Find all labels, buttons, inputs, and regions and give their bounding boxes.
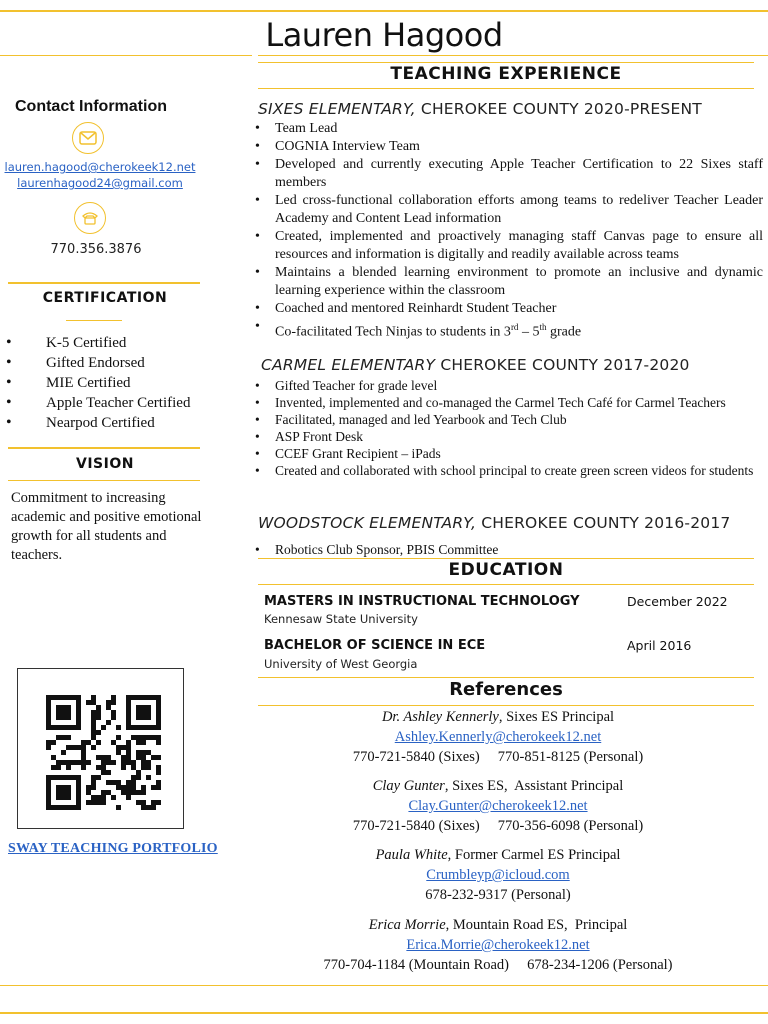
list-item: • Created, implemented and proactively managing staff Canvas page to ensure all resources and information is digitally and readily available across teams [255,228,763,264]
job-heading [258,514,730,532]
list-item: • Maintains a blended learning environment to promote an inclusive and dynamic learning experience within the classroom [255,264,763,300]
reference-phones: 770-721-5840 (Sixes) 770-851-8125 (Personal) [352,749,644,765]
references-bottom-line [258,705,754,706]
reference-role: , Sixes ES Principal [498,709,615,725]
sway-portfolio-link[interactable]: SWAY TEACHING PORTFOLIO [8,841,218,856]
job-bullets [255,541,763,558]
list-item: • Team Lead [255,120,763,138]
reference-name: Erica Morrie [368,917,446,933]
list-item: • Created and collaborated with school principal to create green screen videos for students [255,462,763,479]
job-school: SIXES ELEMENTARY, [258,100,416,118]
reference-phones: 678-232-9317 (Personal) [425,887,571,903]
resume-name: Lauren Hagood [265,16,503,54]
experience-bottom-line [258,88,754,89]
job-school: WOODSTOCK ELEMENTARY, [258,514,477,532]
list-item: • Gifted Endorsed [6,353,190,373]
reference-email-link[interactable]: Clay.Gunter@cherokeek12.net [408,798,588,814]
education-top-line [258,558,754,559]
envelope-icon [72,122,104,154]
job-details: CHEROKEE COUNTY 2016-2017 [476,514,731,532]
references-title: References [449,679,563,700]
degree-school: Kennesaw State University [264,612,418,626]
bottom-line-upper [0,985,768,986]
reference-name: Paula White [375,847,448,863]
list-item: • Led cross-functional collaboration efforts among teams to redeliver Teacher Leader Academy and Content Lead information [255,192,763,228]
reference-email-link[interactable]: Crumbleyp@icloud.com [426,867,570,883]
list-item: • Developed and currently executing Apple Teacher Certification to 22 Sixes staff members [255,156,763,192]
reference-role: , Former Carmel ES Principal [447,847,621,863]
degree-title: MASTERS IN INSTRUCTIONAL TECHNOLOGY [264,594,580,609]
references-top-line [258,677,754,678]
job-bullets [255,377,763,479]
reference-entry [258,707,738,767]
telephone-icon [74,202,106,234]
experience-top-line [258,62,754,63]
reference-entry [258,845,738,905]
reference-name: Dr. Ashley Kennerly [381,709,499,725]
personal-email-link[interactable]: laurenhagood24@gmail.com [17,176,183,190]
reference-role: , Mountain Road ES, Principal [445,917,628,933]
reference-email-link[interactable]: Ashley.Kennerly@cherokeek12.net [394,729,602,745]
job-bullets [255,120,763,342]
work-email-link[interactable]: lauren.hagood@cherokeek12.net [4,160,196,174]
job-heading [261,356,690,374]
reference-email-link[interactable]: Erica.Morrie@cherokeek12.net [406,937,590,953]
top-border-line [0,10,768,12]
experience-title: TEACHING EXPERIENCE [390,64,622,84]
list-item: • ASP Front Desk [255,428,763,445]
reference-phones: 770-704-1184 (Mountain Road) 678-234-1206 (Personal) [323,957,673,973]
certification-list [6,333,190,433]
job-heading [258,100,702,118]
degree-school: University of West Georgia [264,657,418,671]
reference-role: , Sixes ES, Assistant Principal [444,778,624,794]
list-item: • COGNIA Interview Team [255,138,763,156]
cert-underline [66,320,122,321]
certification-title: CERTIFICATION [42,290,168,306]
list-item: • Facilitated, managed and led Yearbook and Tech Club [255,411,763,428]
list-item: • Co-facilitated Tech Ninjas to students in 3rd – 5th grade [255,318,763,342]
list-item: • Invented, implemented and co-managed the Carmel Tech Café for Carmel Teachers [255,394,763,411]
bottom-line-lower [0,1012,768,1014]
contact-title: Contact Information [15,98,167,115]
job-details: CHEROKEE COUNTY 2020-PRESENT [415,100,702,118]
list-item: • Nearpod Certified [6,413,190,433]
reference-name: Clay Gunter [372,778,445,794]
education-bottom-line [258,584,754,585]
vision-title: VISION [76,456,134,472]
qr-code-icon[interactable] [17,668,184,829]
list-item: • Gifted Teacher for grade level [255,377,763,394]
list-item: • Apple Teacher Certified [6,393,190,413]
list-item: • K-5 Certified [6,333,190,353]
degree-title: BACHELOR OF SCIENCE IN ECE [264,638,486,653]
reference-phones: 770-721-5840 (Sixes) 770-356-6098 (Personal) [352,818,644,834]
list-item: • Coached and mentored Reinhardt Student Teacher [255,300,763,318]
job-details: CHEROKEE COUNTY 2017-2020 [435,356,690,374]
list-item: • Robotics Club Sponsor, PBIS Committee [255,541,763,558]
job-school: CARMEL ELEMENTARY [261,356,436,374]
degree-date: December 2022 [627,594,728,609]
name-divider-right [258,55,768,56]
list-item: • CCEF Grant Recipient – iPads [255,445,763,462]
phone-number: 770.356.3876 [50,242,142,257]
vision-text: Commitment to increasing academic and positive emotional growth for all students and teachers. [11,490,202,563]
reference-entry [258,776,738,836]
name-divider-left [0,55,252,56]
vision-top-line [8,447,200,449]
cert-top-line [8,282,200,284]
education-title: EDUCATION [448,560,564,580]
vision-underline [8,480,200,481]
list-item: • MIE Certified [6,373,190,393]
reference-entry [258,915,738,975]
degree-date: April 2016 [627,638,692,653]
